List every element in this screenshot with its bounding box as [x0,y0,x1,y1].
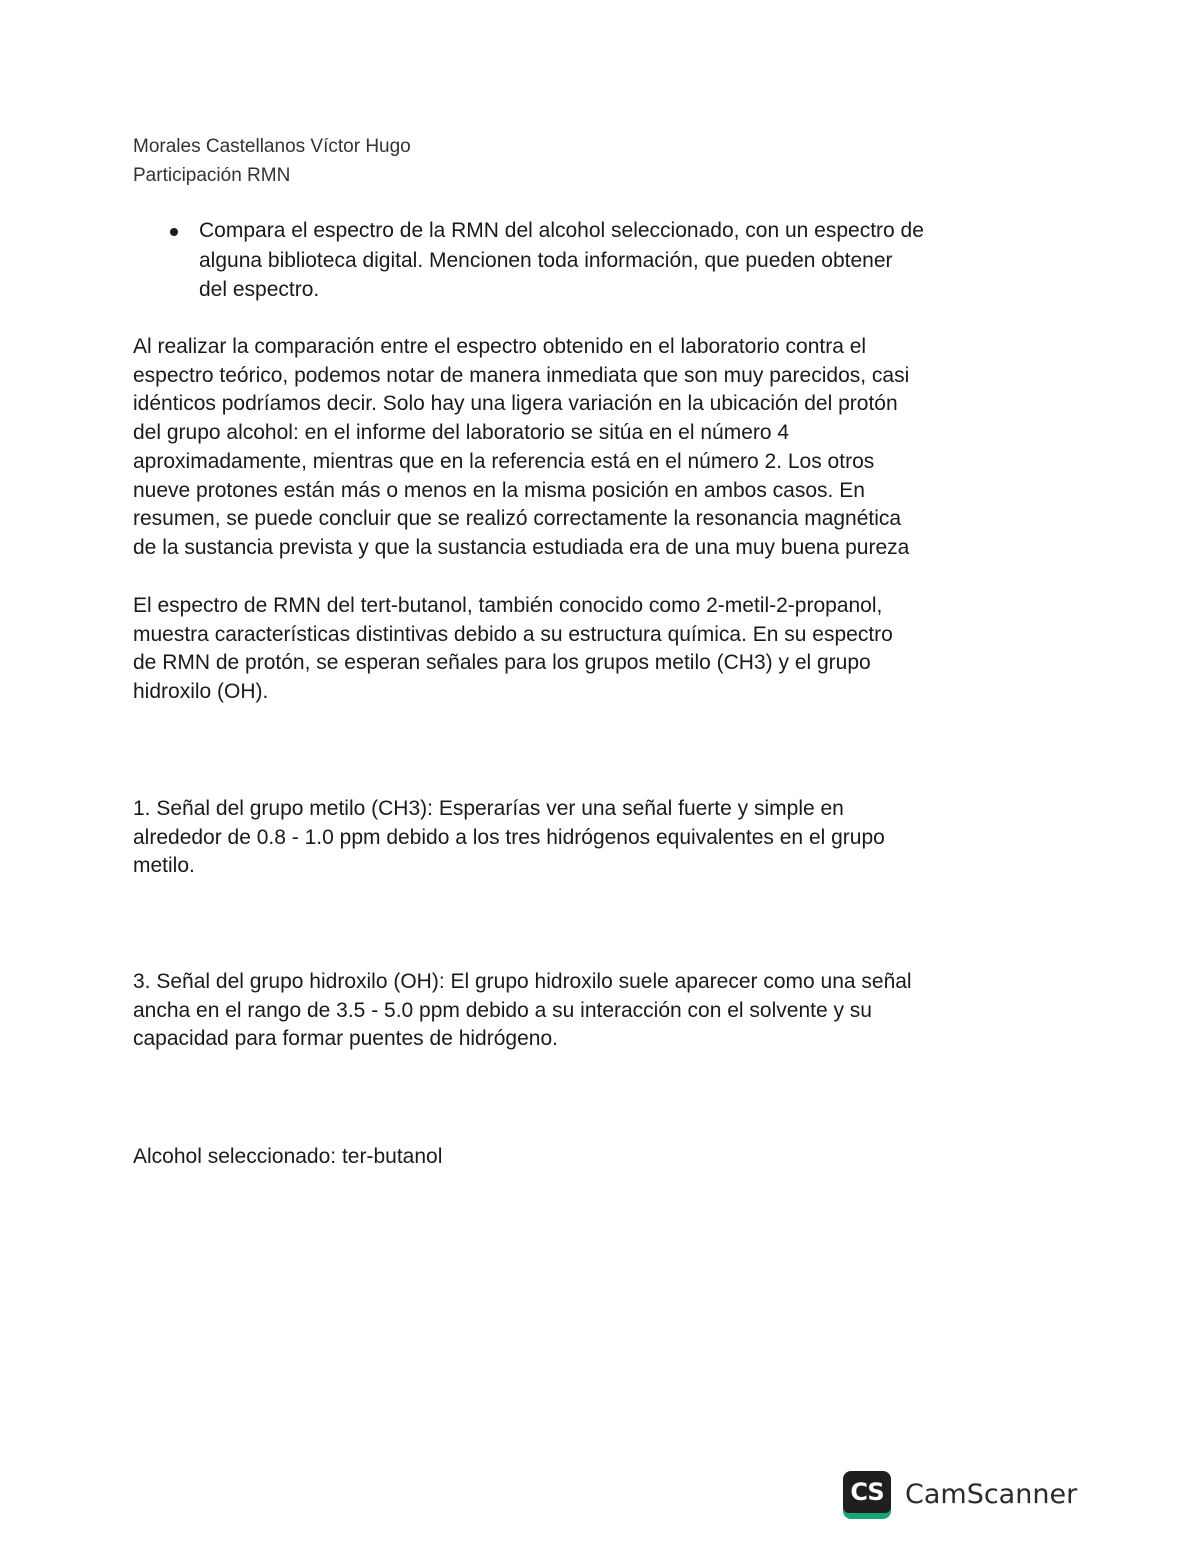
paragraph-line: resumen, se puede concluir que se realizó correctamente la resonancia magnética [133,507,902,531]
bullet-dot-icon [170,228,178,236]
methyl-signal-paragraph [133,795,983,881]
paragraph-line: El espectro de RMN del tert-butanol, también conocido como 2-metil-2-propanol, [133,594,883,617]
question-line: Compara el espectro de la RMN del alcohol seleccionado, con un espectro de [199,219,924,242]
paragraph-line: muestra características distintivas debido a su estructura química. En su espectro [133,622,893,646]
selected-alcohol-line [133,1143,983,1172]
camscanner-badge: CS [843,1471,891,1513]
paragraph-line: capacidad para formar puentes de hidrógeno. [133,1027,558,1051]
paragraph-line: Alcohol seleccionado: ter-butanol [133,1145,443,1168]
intro-paragraph [133,592,983,707]
paragraph-line: idénticos podríamos decir. Solo hay una ligera variación en la ubicación del protón [133,392,898,416]
paragraph-line: Al realizar la comparación entre el espectro obtenido en el laboratorio contra el [133,335,867,358]
question-text [199,216,999,305]
paragraph-line: metilo. [133,854,195,878]
paragraph-line: aproximadamente, mientras que en la referencia está en el número 2. Los otros [133,449,875,473]
hydroxyl-signal-paragraph [133,968,983,1054]
paragraph-line: hidroxilo (OH). [133,680,269,704]
paragraph-line: 1. Señal del grupo metilo (CH3): Esperarías ver una señal fuerte y simple en [133,797,844,820]
camscanner-logo-icon [843,1471,891,1519]
camscanner-wordmark: CamScanner [905,1479,1078,1510]
comparison-paragraph [133,333,983,563]
paragraph-line: espectro teórico, podemos notar de manera inmediata que son muy parecidos, casi [133,363,910,387]
paragraph-line: nueve protones están más o menos en la misma posición en ambos casos. En [133,478,865,502]
paragraph-line: ancha en el rango de 3.5 - 5.0 ppm debido a su interacción con el solvente y su [133,998,872,1022]
camscanner-watermark [843,1471,1078,1523]
paragraph-line: alrededor de 0.8 - 1.0 ppm debido a los tres hidrógenos equivalentes en el grupo [133,825,885,849]
document-subject: Participación RMN [133,165,291,186]
question-line: alguna biblioteca digital. Mencionen toda información, que pueden obtener [199,248,893,272]
paragraph-line: de la sustancia prevista y que la sustancia estudiada era de una muy buena pureza [133,535,910,559]
paragraph-line: 3. Señal del grupo hidroxilo (OH): El grupo hidroxilo suele aparecer como una señal [133,970,912,993]
author-name: Morales Castellanos Víctor Hugo [133,136,411,157]
question-line: del espectro. [199,278,320,301]
paragraph-line: del grupo alcohol: en el informe del laboratorio se sitúa en el número 4 [133,421,790,445]
document-header [133,132,411,190]
paragraph-line: de RMN de protón, se esperan señales para los grupos metilo (CH3) y el grupo [133,651,871,675]
